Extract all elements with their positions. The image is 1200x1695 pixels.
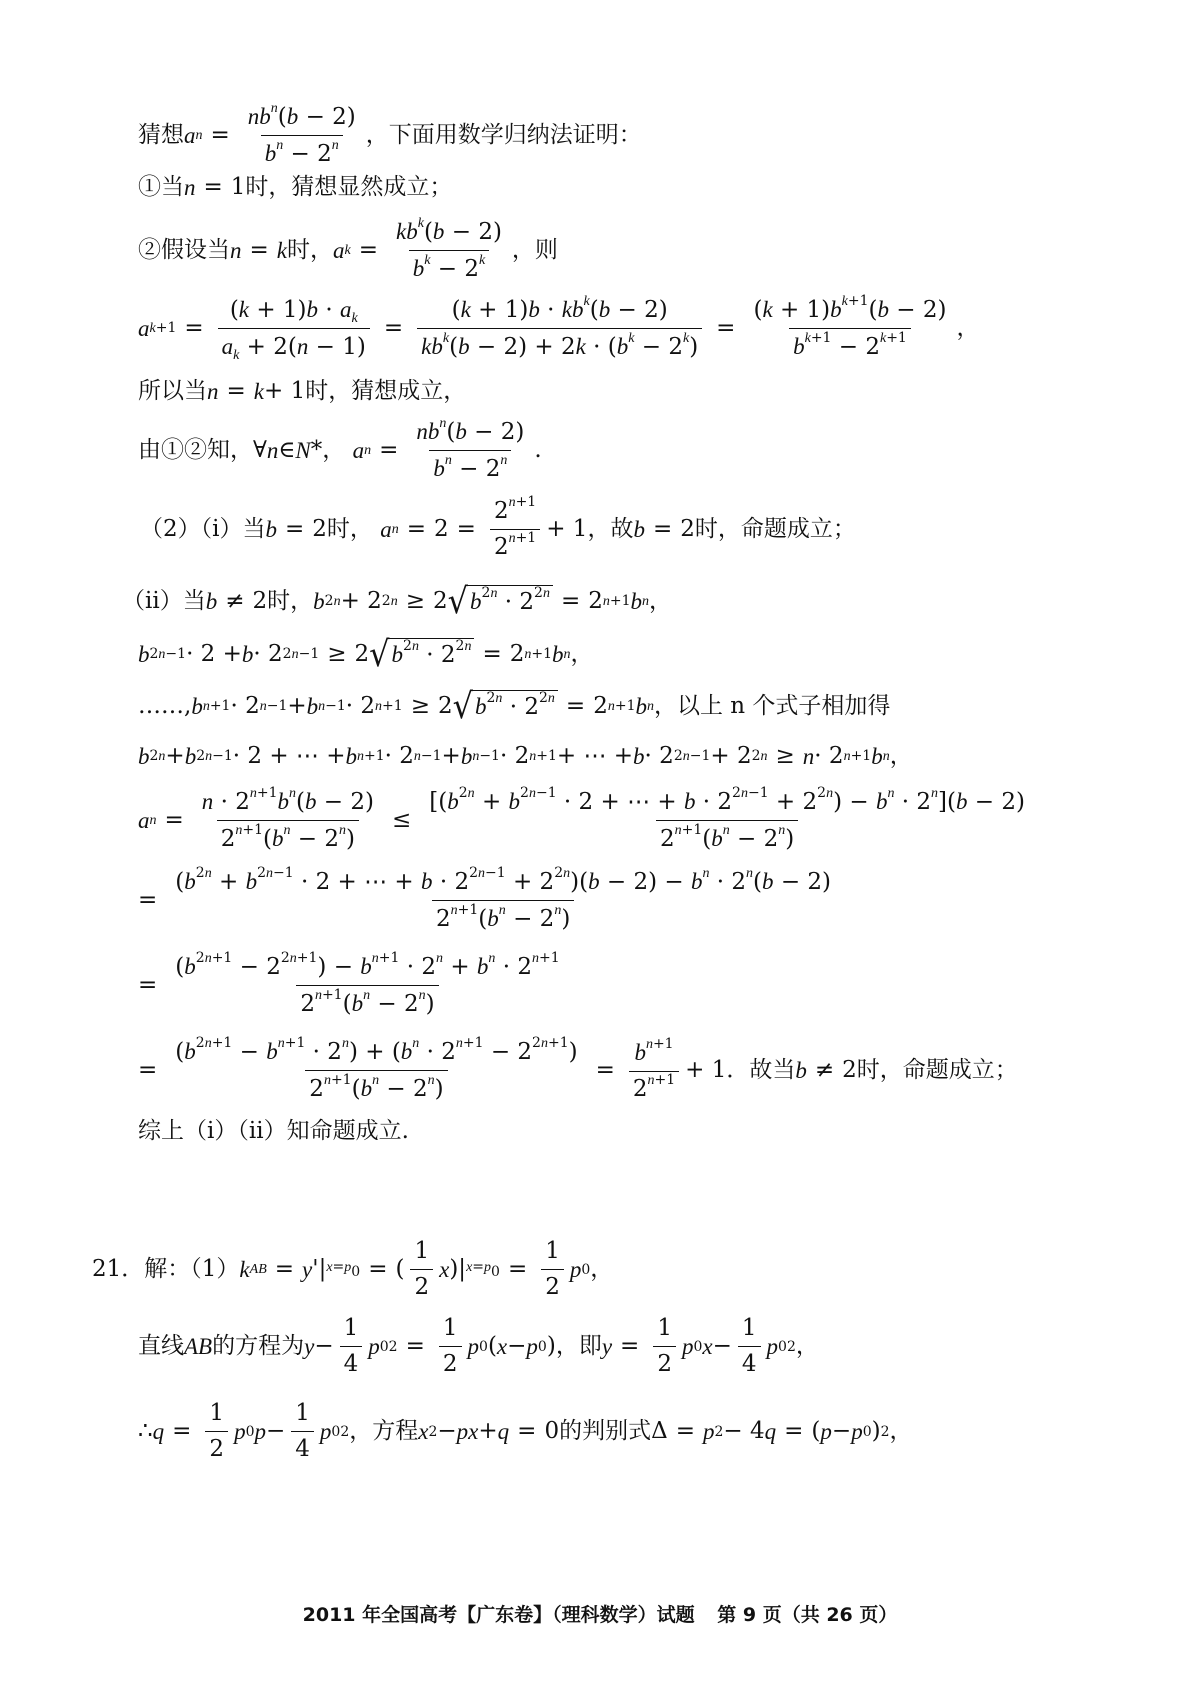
text: 时， [287, 237, 333, 263]
base-case-line: ①当 n = 1 时，猜想显然成立； [138, 174, 453, 200]
text: ，以上 n 个式子相加得 [653, 692, 891, 719]
equality-line: = $\frac{(b^{2n+1} - b^{n+1} \cdot 2^n) + (b^n \cdot 2^{n+1} - 2^{2n+1})}{2^{n+1}(b^n - 2^n)}$ = $\frac{b^{n+1}}{2^{n+1}}$ + 1 ．故当 b ≠ 2 时，命题成立； [138, 1035, 1018, 1102]
page-footer [0, 1600, 1200, 1627]
fraction: $\frac{nb^n(b - 2)}{b^n - 2^n}$ [247, 101, 356, 167]
text: ，方程 [349, 1418, 419, 1444]
text: 猜想 [138, 122, 184, 148]
text: 直线 [138, 1333, 184, 1359]
question-number: 21． [92, 1256, 145, 1282]
text: 综上（ⅰ）（ⅱ）知命题成立. [138, 1118, 409, 1144]
text: 解：（1） [144, 1256, 240, 1282]
text: 时， [267, 587, 314, 614]
bound-line: a n = $\frac{n \cdot 2^{n+1}b^n(b - 2)}{2^{n+1}(b^n - 2^n)}$ ≤ $\frac{[(b^{2n} + b^{2n-1} \cdot 2 + \cdots + b \cdot 2^{2n-1} + 2^{2n}) - b^n \cdot 2^n](b - 2)}{2^{n+1}(b^n - 2^n)}$ [138, 785, 1025, 852]
inequality-line: ……, b n+1 · 2 n−1 + b n−1 · 2 n+1 ≥ 2 √ $b^{2n} \cdot 2^{2n}$ = 2 n+1 b n ，以上 n 个式子相加得 [138, 685, 891, 727]
summary-line [138, 1120, 409, 1143]
sum-line: b 2n + b 2n−1 · 2 + ⋯ + b n+1 · 2 n−1 + b n−1 · 2 n+1 + ⋯ + b · 2 2n−1 + 2 2n ≥ n · 2 n+1 b n ， [138, 743, 913, 769]
text: 时，猜想成立， [305, 378, 467, 404]
equality-line: = ($b^{2n} + b^{2n-1} \cdot 2$ + ⋯ + $b \cdot 2^{2n-1} + 2^{2n})(b - 2) - b^n \cdot 2^n(b - 2)$ $2^{n+1}(b^n - 2^n)$ [138, 865, 832, 932]
general-term-line: 由①②知， ∀ n ∈ N *， a n = $\frac{nb^n(b - 2)}{b^n - 2^n}$ . [138, 416, 542, 482]
text: （ⅱ）当 [122, 587, 206, 614]
text: ，即 [555, 1333, 602, 1359]
line-equation-line: 直线 AB 的方程为 y − $\frac{1}{4}$ p 0 2 = $\frac{1}{2}$ p 0 ( x − p 0 ) ，即 y = $\frac{1}{2}$ p 0 x − $\frac{1}{4}$ p 0 2 ， [138, 1315, 819, 1377]
text: 时，猜想显然成立； [245, 174, 453, 200]
equality-line: = $\frac{(b^{2n+1} - 2^{2n+1}) - b^{n+1} \cdot 2^n + b^n \cdot 2^{n+1}}{2^{n+1}(b^n - 2^n)}$ [138, 950, 560, 1017]
text: ，则 [511, 237, 558, 263]
text: 的判别式 [559, 1418, 652, 1444]
text: 所以当 [138, 378, 207, 404]
question-21-line: 21． 解：（1） k AB = y '| $x=p_0$ = ( $\frac{1}{2}$ x )| $x=p_0$ = $\frac{1}{2}$ p 0 ， [92, 1238, 614, 1300]
induction-step-line: a k+1 = $\frac{(k + 1)b \cdot a_k}{a_k + 2(n - 1)}$ = $\frac{(k + 1)b \cdot kb^k(b - 2)}{kb^k(b - 2) + 2k \cdot (b^k - 2^k)}$ = $\frac{(k + 1)b^{k+1}(b - 2)}{b^{k+1} - 2^{k+1}}$ ， [138, 293, 980, 363]
discriminant-line: ∴ q = $\frac{1}{2}$ p 0 p − $\frac{1}{4}$ p 0 2 ，方程 x 2 − px + q = 0 的判别式 Δ = p 2 − 4 q = ( p − p 0 ) 2 ， [138, 1400, 913, 1462]
text: ，下面用数学归纳法证明： [365, 122, 642, 148]
footer-page-number: 第 9 页（共 26 页） [717, 1604, 898, 1626]
text: ．故当 [726, 1057, 796, 1083]
footer-title: 2011 年全国高考【广东卷】（理科数学）试题 [302, 1604, 695, 1626]
part2-ii-line: （ⅱ）当 b ≠ 2 时， b 2n + 2 2n ≥ 2 √ $b^{2n} \cdot 2^{2n}$ = 2 n+1 b n ， [122, 580, 672, 622]
conjecture-line: 猜想 a n = $\frac{nb^n(b - 2)}{b^n - 2^n}$ ，下面用数学归纳法证明： [138, 101, 642, 167]
text: 时， [326, 516, 373, 542]
text: 由①②知， [138, 437, 253, 463]
text: 的方程为 [212, 1333, 305, 1359]
inequality-line: b 2n−1 · 2 + b · 2 2n−1 ≥ 2 √ $b^{2n} \cdot 2^{2n}$ = 2 n+1 b n ， [138, 633, 594, 675]
text: （2）（ⅰ）当 [140, 516, 266, 542]
text: 时，命题成立； [856, 1057, 1018, 1083]
part2-i-line: （2）（ⅰ）当 b = 2 时， a n = 2 = $\frac{2^{n+1}}{2^{n+1}}$ + 1 ，故 b = 2 时，命题成立； [140, 494, 856, 560]
text: ，故 [587, 516, 634, 542]
hypothesis-line: ②假设当 n = k 时， a k = $\frac{kb^k(b - 2)}{b^k - 2^k}$ ，则 [138, 216, 558, 282]
text: ②假设当 [138, 237, 230, 263]
text: ①当 [138, 174, 184, 200]
text: 时，命题成立； [694, 516, 856, 542]
conclusion-line: 所以当 n = k + 1 时，猜想成立， [138, 378, 467, 404]
